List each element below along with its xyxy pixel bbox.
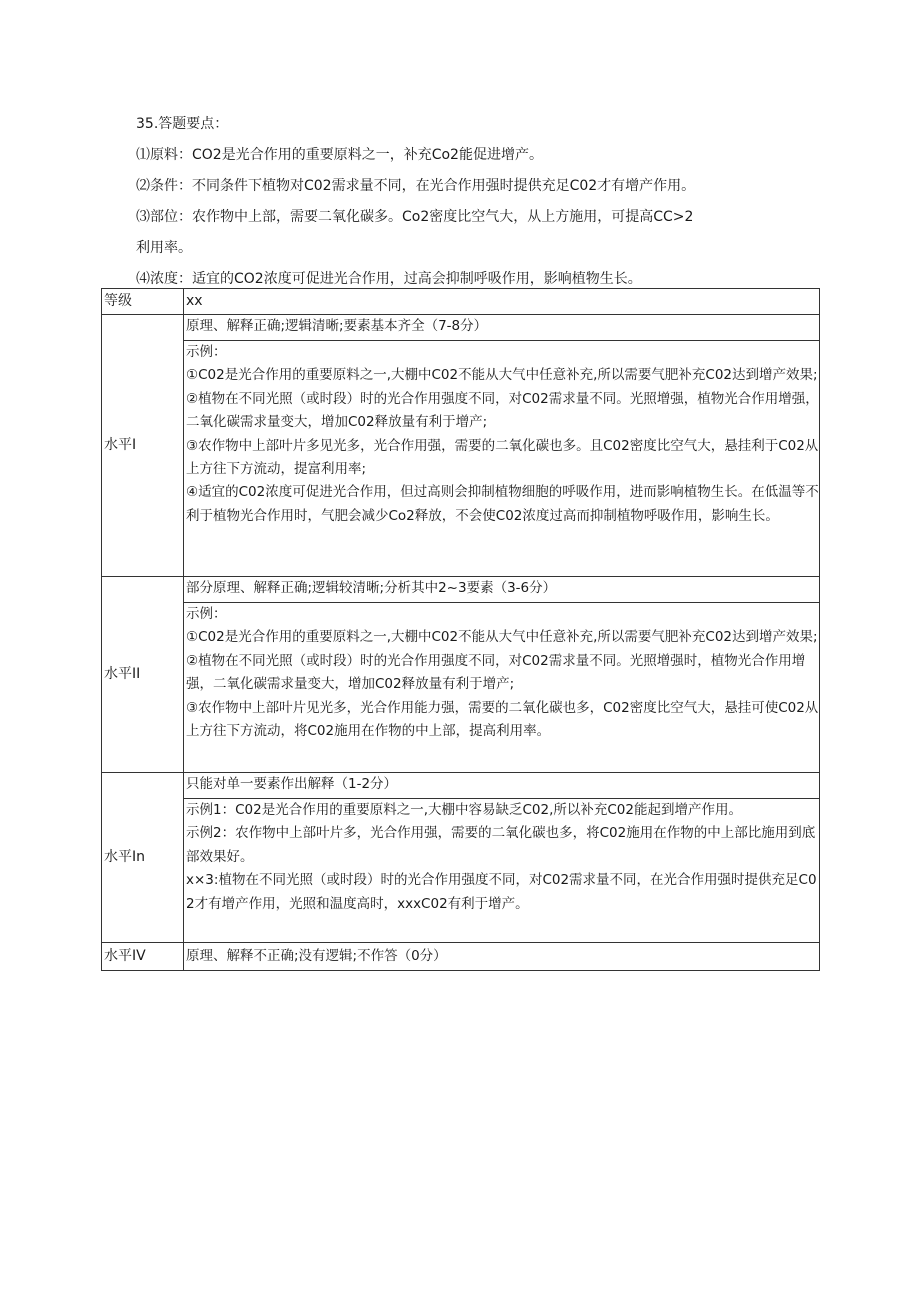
- level-3-criteria: 只能对单一要素作出解释（1-2分）: [184, 773, 820, 799]
- level-2-example-row: [102, 603, 820, 773]
- level-3-criteria-row: [102, 773, 820, 799]
- level-3-label: 水平In: [102, 773, 184, 943]
- level-1-example-item: ①C02是光合作用的重要原料之一,大棚中C02不能从大气中任意补充,所以需要气肥补充C02达到增产效果;: [186, 367, 818, 384]
- answer-point-position: ⑶部位：农作物中上部，需要二氧化碳多。Co2密度比空气大，从上方施用，可提高CC>2: [136, 209, 694, 225]
- answer-key-heading: 35.答题要点：: [136, 116, 229, 132]
- answer-point-condition: ⑵条件：不同条件下植物对C02需求量不同，在光合作用强时提供充足C02才有增产作用。: [136, 178, 696, 194]
- header-level: 等级: [102, 289, 184, 315]
- level-4-row: [102, 943, 820, 971]
- answer-point-material: ⑴原料：CO2是光合作用的重要原料之一，补充Co2能促进增产。: [136, 147, 543, 163]
- level-1-label: 水平I: [102, 315, 184, 577]
- level-2-example-item: ③农作物中上部叶片见光多，光合作用能力强，需要的二氧化碳也多，C02密度比空气大，悬挂可使C02从上方往下方流动，将C02施用在作物的中上部，提高利用率。: [186, 699, 819, 740]
- level-1-example-row: [102, 341, 820, 577]
- level-2-criteria: 部分原理、解释正确;逻辑较清晰;分析其中2~3要素（3-6分）: [184, 577, 820, 603]
- answer-point-concentration: ⑷浓度：适宜的CO2浓度可促进光合作用，过高会抑制呼吸作用，影响植物生长。: [136, 271, 642, 287]
- level-3-example-item: 示例2：农作物中上部叶片多，光合作用强，需要的二氧化碳也多，将C02施用在作物的中上部比施用到底部效果好。: [186, 825, 816, 865]
- answer-point-position-cont: 利用率。: [136, 240, 192, 256]
- level-3-example-item: 示例1：C02是光合作用的重要原料之一,大棚中容易缺乏C02,所以补充C02能起到增产作用。: [186, 802, 742, 818]
- level-3-examples: [184, 799, 820, 943]
- level-3-example-item: x×3:植物在不同光照（或时段）时的光合作用强度不同，对C02需求量不同，在光合作用强时提供充足C02才有增产作用，光照和温度高时，xxxC02有利于增产。: [186, 872, 817, 912]
- level-4-criteria: 原理、解释不正确;没有逻辑;不作答（0分）: [184, 943, 820, 971]
- level-2-example-item: ①C02是光合作用的重要原料之一,大棚中C02不能从大气中任意补充,所以需要气肥补充C02达到增产效果;: [186, 629, 818, 646]
- level-3-example-row: [102, 799, 820, 943]
- level-1-example-item: ②植物在不同光照（或时段）时的光合作用强度不同，对C02需求量不同。光照增强，植物光合作用增强，二氧化碳需求量变大，增加C02释放量有利于增产;: [186, 390, 819, 431]
- level-2-example-item: ②植物在不同光照（或时段）时的光合作用强度不同，对C02需求量不同。光照增强时，植物光合作用增强，二氧化碳需求量变大，增加C02释放量有利于增产;: [186, 652, 806, 693]
- level-2-example-title: 示例：: [186, 606, 227, 622]
- level-1-criteria: 原理、解释正确;逻辑清晰;要素基本齐全（7-8分）: [184, 315, 820, 341]
- level-2-label: 水平II: [102, 577, 184, 773]
- scoring-rubric-table: [101, 288, 820, 971]
- level-1-example-item: ④适宜的C02浓度可促进光合作用，但过高则会抑制植物细胞的呼吸作用，进而影响植物生长。在低温等不利于植物光合作用时，气肥会减少Co2释放，不会使C02浓度过高而抑制植物呼吸作用，影响生长。: [186, 484, 819, 524]
- header-description: xx: [184, 289, 820, 315]
- table-header-row: [102, 289, 820, 315]
- level-1-example-item: ③农作物中上部叶片多见光多，光合作用强，需要的二氧化碳也多。且C02密度比空气大，悬挂利于C02从上方往下方流动，提富利用率;: [186, 437, 819, 478]
- level-1-criteria-row: [102, 315, 820, 341]
- level-2-criteria-row: [102, 577, 820, 603]
- level-1-example-title: 示例：: [186, 344, 227, 360]
- level-1-examples: [184, 341, 820, 577]
- level-2-examples: [184, 603, 820, 773]
- level-4-label: 水平IV: [102, 943, 184, 971]
